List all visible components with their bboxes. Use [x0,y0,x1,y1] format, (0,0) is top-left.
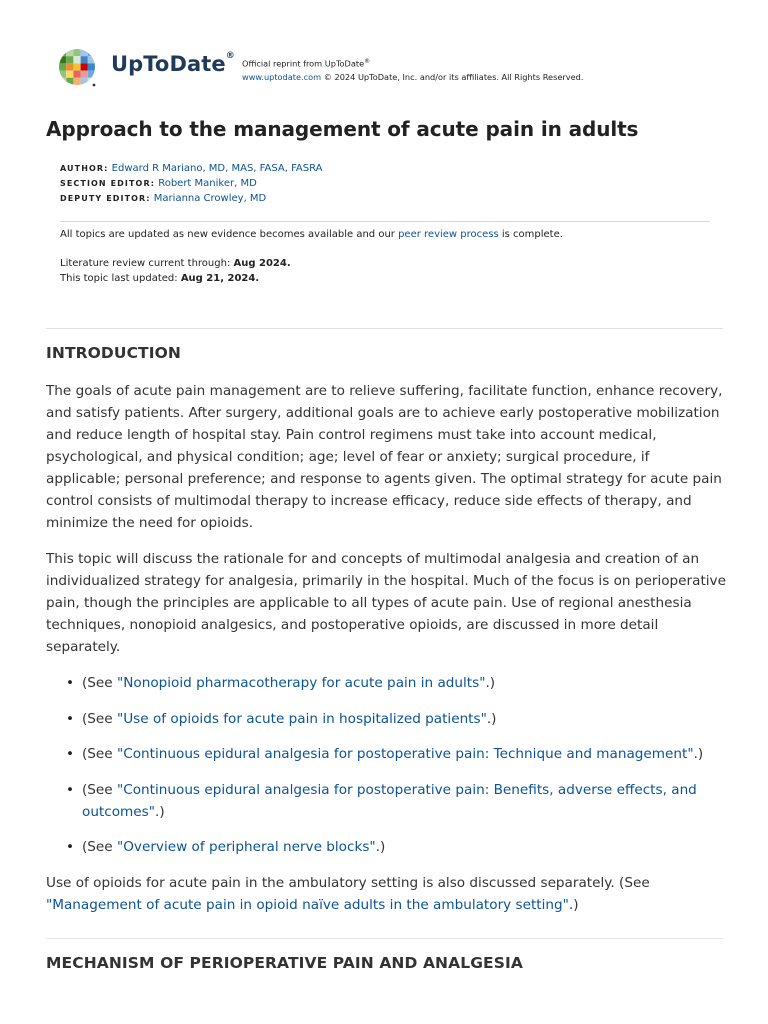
see-suffix: .) [485,675,496,691]
see-prefix: (See [82,746,117,762]
intro-paragraph-1: The goals of acute pain management are to relieve suffering, facilitate function, enhance recovery, and satisfy patients. After surgery, additional goals are to achieve early postoperative mobilization and reduce length of hospital stay. Pain control regimens must take into account medical, psychological, and physical condition; age; level of fear or anxiety; surgical procedure, if applicable; personal preference; and response to agents given. The optimal strategy for acute pain control consists of multimodal therapy to increase efficacy, reduce side effects of therapy, and minimize the need for opioids. [46,383,723,531]
copyright-text: © 2024 UpToDate, Inc. and/or its affiliates. All Rights Reserved. [321,71,584,82]
list-item [66,743,726,765]
introduction-heading: INTRODUCTION [46,344,181,362]
see-suffix: .) [375,839,386,855]
see-prefix: (See [82,675,117,691]
ambulatory-paragraph [46,872,726,916]
mechanism-heading: MECHANISM OF PERIOPERATIVE PAIN AND ANALGESIA [46,954,523,972]
credit-deputy-editor [60,191,322,206]
credit-section-editor [60,176,322,191]
list-item [66,708,726,730]
credit-label: SECTION EDITOR: [60,179,156,188]
reprint-line: Official reprint from UpToDate [242,58,365,69]
literature-review-date [60,256,291,271]
section-editor-link[interactable]: Robert Maniker, MD [158,178,257,189]
last-updated-value: Aug 21, 2024 [180,273,256,284]
see-suffix: .) [693,746,704,762]
deputy-editor-link[interactable]: Marianna Crowley, MD [153,193,267,204]
see-prefix: (See [82,839,117,855]
credit-label: AUTHOR: [60,164,109,173]
update-notice [60,227,563,242]
see-prefix: (See [82,781,117,798]
lit-review-end: . [286,258,291,269]
credit-author [60,161,322,176]
logo-registered-mark: ® [225,51,235,61]
logo-text: UpToDate [111,52,226,76]
see-suffix: .) [486,710,497,727]
uptodate-url-link[interactable]: www.uptodate.com [242,71,322,82]
topic-link[interactable]: "Continuous epidural analgesia for postoperative pain: Technique and management" [116,746,694,762]
reprint-registered-mark: ® [364,58,371,65]
see-suffix: .) [155,803,165,820]
topic-link[interactable]: "Nonopioid pharmacotherapy for acute pain in adults" [116,675,486,691]
last-updated-end: . [255,273,260,284]
site-header [58,46,718,90]
credits-block [60,161,322,206]
intro-paragraph-2: This topic will discuss the rationale for and concepts of multimodal analgesia and creation of an individualized strategy for analgesia, primarily in the hospital. Much of the focus is on perioperative pain, though the principles are applicable to all types of acute pain. Use of regional anesthesia techniques, nonopioid analgesics, and postoperative opioids, are discussed in more detail separately. [46,551,726,655]
topic-link[interactable]: "Management of acute pain in opioid naïve adults in the ambulatory setting" [46,897,569,913]
uptodate-logo-icon[interactable] [58,48,98,88]
update-notice-text: All topics are updated as new evidence becomes available and our [60,229,399,240]
topic-link[interactable]: "Use of opioids for acute pain in hospitalized patients" [116,710,487,727]
ambulatory-text-end: .) [568,897,579,913]
topic-link[interactable]: "Overview of peripheral nerve blocks" [116,839,376,855]
ambulatory-text: Use of opioids for acute pain in the ambulatory setting is also discussed separately. (See [46,875,650,891]
list-item [66,672,726,694]
reprint-notice [242,55,583,84]
lit-review-label: Literature review current through: [60,258,234,269]
last-updated-date [60,271,259,286]
list-item [66,779,726,823]
lit-review-value: Aug 2024 [233,258,287,269]
list-item [66,836,726,858]
divider [60,221,710,222]
uptodate-wordmark[interactable] [111,52,235,76]
last-updated-label: This topic last updated: [60,273,181,284]
page-title: Approach to the management of acute pain in adults [46,117,639,141]
credit-label: DEPUTY EDITOR: [60,194,151,203]
topic-link[interactable]: "Continuous epidural analgesia for postoperative pain: Benefits, adverse effects, and outcomes" [82,781,697,820]
author-link[interactable]: Edward R Mariano, MD, MAS, FASA, FASRA [111,163,323,174]
see-prefix: (See [82,710,117,727]
see-also-list [66,672,726,872]
update-notice-text-end: is complete. [498,229,563,240]
section-divider [46,328,723,329]
peer-review-link[interactable]: peer review process [398,229,499,240]
section-divider [46,938,723,939]
